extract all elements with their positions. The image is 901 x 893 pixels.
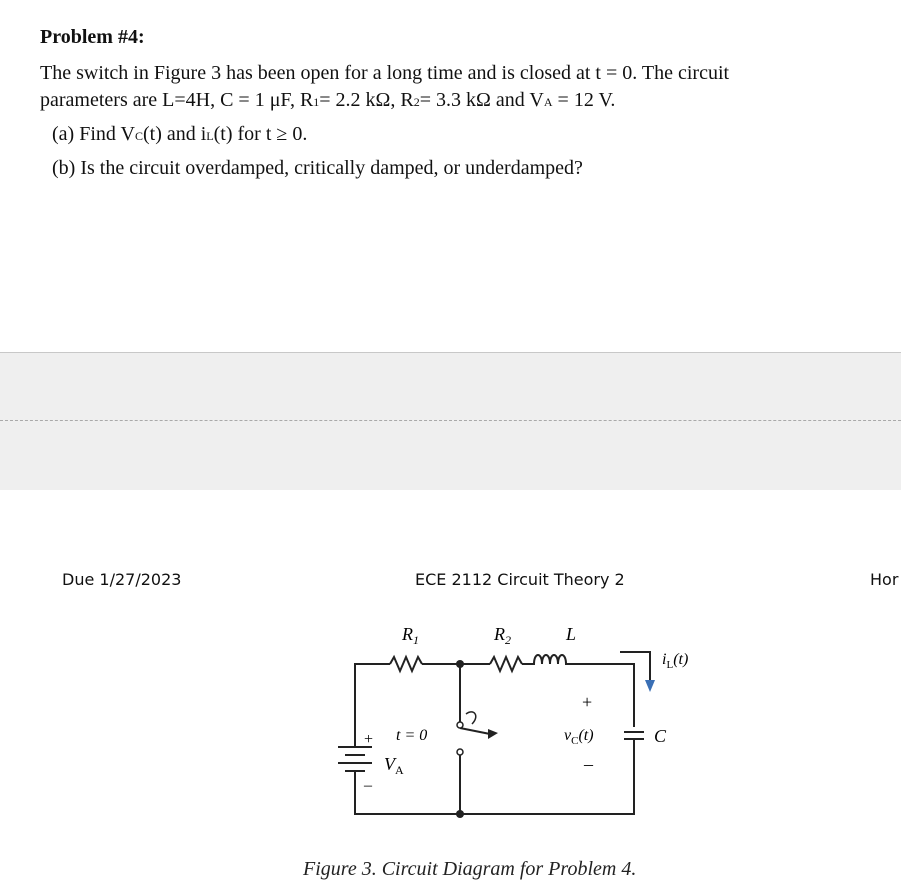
switch-arm bbox=[460, 728, 490, 734]
vc-subscript: C bbox=[134, 129, 143, 143]
va-plus: + bbox=[364, 731, 374, 748]
r1-subscript: 1 bbox=[313, 95, 320, 109]
course-title: ECE 2112 Circuit Theory 2 bbox=[415, 570, 625, 589]
va-subscript: A bbox=[543, 95, 553, 109]
page-gap bbox=[0, 352, 901, 491]
wire-top-left bbox=[355, 664, 390, 724]
inductor-label: L bbox=[566, 624, 577, 644]
part-b: (b) Is the circuit overdamped, critically damped, or underdamped? bbox=[52, 157, 583, 179]
header-right-text: Hor bbox=[870, 570, 899, 589]
r1-label: $R_1$ bbox=[402, 624, 419, 647]
current-label: $i_L(t)$ bbox=[662, 651, 689, 671]
current-arrowhead bbox=[645, 680, 655, 692]
vc-minus: – bbox=[584, 754, 593, 774]
switch-contact-top bbox=[457, 722, 463, 728]
switch-arrowhead bbox=[488, 729, 498, 739]
params-text-mid2: = 3.3 kΩ and V bbox=[419, 89, 544, 111]
capacitor-label: C bbox=[654, 726, 667, 746]
params-text-mid: = 2.2 kΩ, R bbox=[319, 89, 414, 111]
page-break-line bbox=[0, 420, 901, 421]
switch-contact-bottom bbox=[457, 749, 463, 755]
figure-caption: Figure 3. Circuit Diagram for Problem 4. bbox=[303, 858, 637, 880]
due-date: Due 1/27/2023 bbox=[62, 570, 182, 589]
problem-statement bbox=[40, 60, 880, 116]
r2-subscript: 2 bbox=[413, 95, 420, 109]
statement-line-1: The switch in Figure 3 has been open for a long time and is closed at t = 0. The circuit bbox=[40, 62, 730, 84]
vc-label: $v_C(t)$ bbox=[564, 727, 594, 747]
va-label: $V_A$ bbox=[384, 754, 404, 777]
r2-label: $R_2$ bbox=[494, 624, 511, 647]
r1-resistor bbox=[390, 657, 422, 671]
node-top bbox=[456, 660, 464, 668]
circuit-diagram bbox=[320, 612, 740, 832]
inductor bbox=[522, 655, 582, 664]
part-a-text-mid: (t) and i bbox=[142, 123, 207, 145]
part-a-text: (a) Find V bbox=[52, 123, 135, 145]
il-subscript: L bbox=[206, 129, 214, 143]
part-a bbox=[52, 123, 307, 146]
params-text-suffix: = 12 V. bbox=[552, 89, 616, 111]
switch-swing-arc bbox=[466, 712, 476, 724]
part-a-text-suffix: (t) for t ≥ 0. bbox=[213, 123, 308, 145]
statement-line-2 bbox=[40, 89, 615, 111]
va-minus: – bbox=[364, 777, 372, 794]
vc-plus: + bbox=[582, 692, 593, 712]
switch-label: t = 0 bbox=[396, 727, 428, 744]
node-bottom bbox=[456, 810, 464, 818]
problem-title: Problem #4: bbox=[40, 26, 145, 48]
page-top bbox=[0, 0, 901, 352]
params-text: parameters are L=4H, C = 1 μF, R bbox=[40, 89, 314, 111]
r2-resistor bbox=[490, 657, 522, 671]
